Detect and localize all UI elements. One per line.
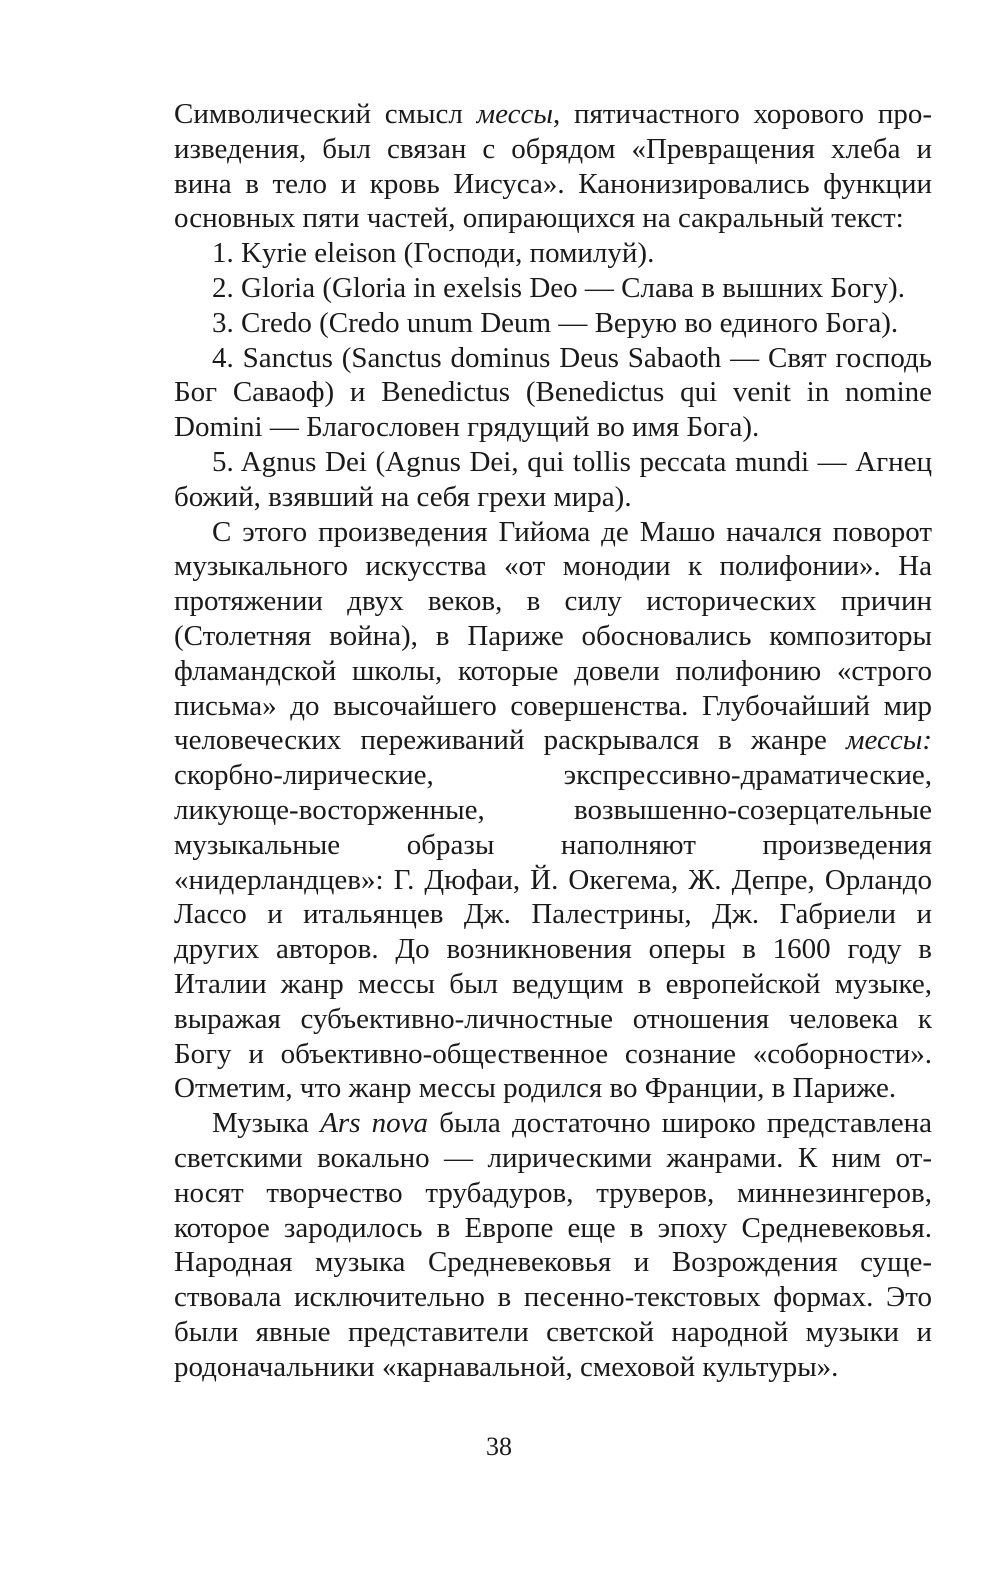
list-item-agnus-dei: 5. Agnus Dei (Agnus Dei, qui tollis peccata mundi — Агнец божий, взявший на себя грехи мира).: [174, 445, 932, 513]
list-item-credo: 3. Credo (Credo unum Deum — Верую во единого Бога).: [212, 306, 899, 339]
paragraph-mass-symbolism: Символический смысл мессы, пятичастного хорового произведения, был связан с обрядом «Превращения хлеба и вина в тело и кровь Иисуса». Канонизировались функции основных пяти частей, опирающихся на сакральный текст:: [174, 98, 933, 235]
page-number: 38: [486, 1432, 512, 1461]
list-item-sanctus: 4. Sanctus (Sanctus dominus Deus Sabaoth — Свят господь Бог Саваоф) и Benedictus (Benedictus qui venit in nomine Domini — Благословен грядущий во имя Бога).: [174, 341, 932, 444]
term-mass-genre: мессы:: [845, 724, 932, 757]
paragraph-ars-nova: Музыка Ars nova была достаточно широко представлена светскими вокально — лирическими жанрами. К ним относят творчество трубадуров, труверов, миннезингеров, которое зародилось в Европе еще в эпоху Средневековья. Народная музыка Средневековья и Возрождения существовала исключительно в песенно-текстовых формах. Это были явные представители светской народной музыки и родоначальники «карнавальной, смеховой культуры».: [174, 1107, 932, 1383]
paragraph-polyphony: С этого произведения Гийома де Машо начался поворот музыкального искусства «от монодии к полифонии». На протяжении двух веков, в силу исторических причин (Столетняя война), в Париже обосновались композиторы фламандской школы, которые довели полифонию «строго письма» до высочайшего совершенства. Глубочайший мир человеческих переживаний раскрывался в жанре мессы: скорбно-лирические, экспрессивно-драматические, ликующе-восторженные, возвышенно-созерцательные музыкальные образы наполняют произведения «нидерландцев»: Г. Дюфаи, Й. Окегема, Ж. Депре, Орландо Лассо и итальянцев Дж. Палестрины, Дж. Габриели и других авторов. До возникновения оперы в 1600 году в Италии жанр мессы был ведущим в европейской музыке, выражая субъективно-личностные отношения человека к Богу и объективно-общественное сознание «соборности». Отметим, что жанр мессы родился во Франции, в Париже.: [174, 515, 932, 1105]
list-item-gloria: 2. Gloria (Gloria in exelsis Deo — Слава в вышних Богу).: [212, 271, 905, 304]
list-item-kyrie: 1. Kyrie eleison (Господи, помилуй).: [212, 237, 655, 270]
page-text: [174, 97, 932, 1384]
term-ars-nova: Ars nova: [320, 1107, 429, 1140]
term-mass: мессы: [476, 98, 553, 130]
